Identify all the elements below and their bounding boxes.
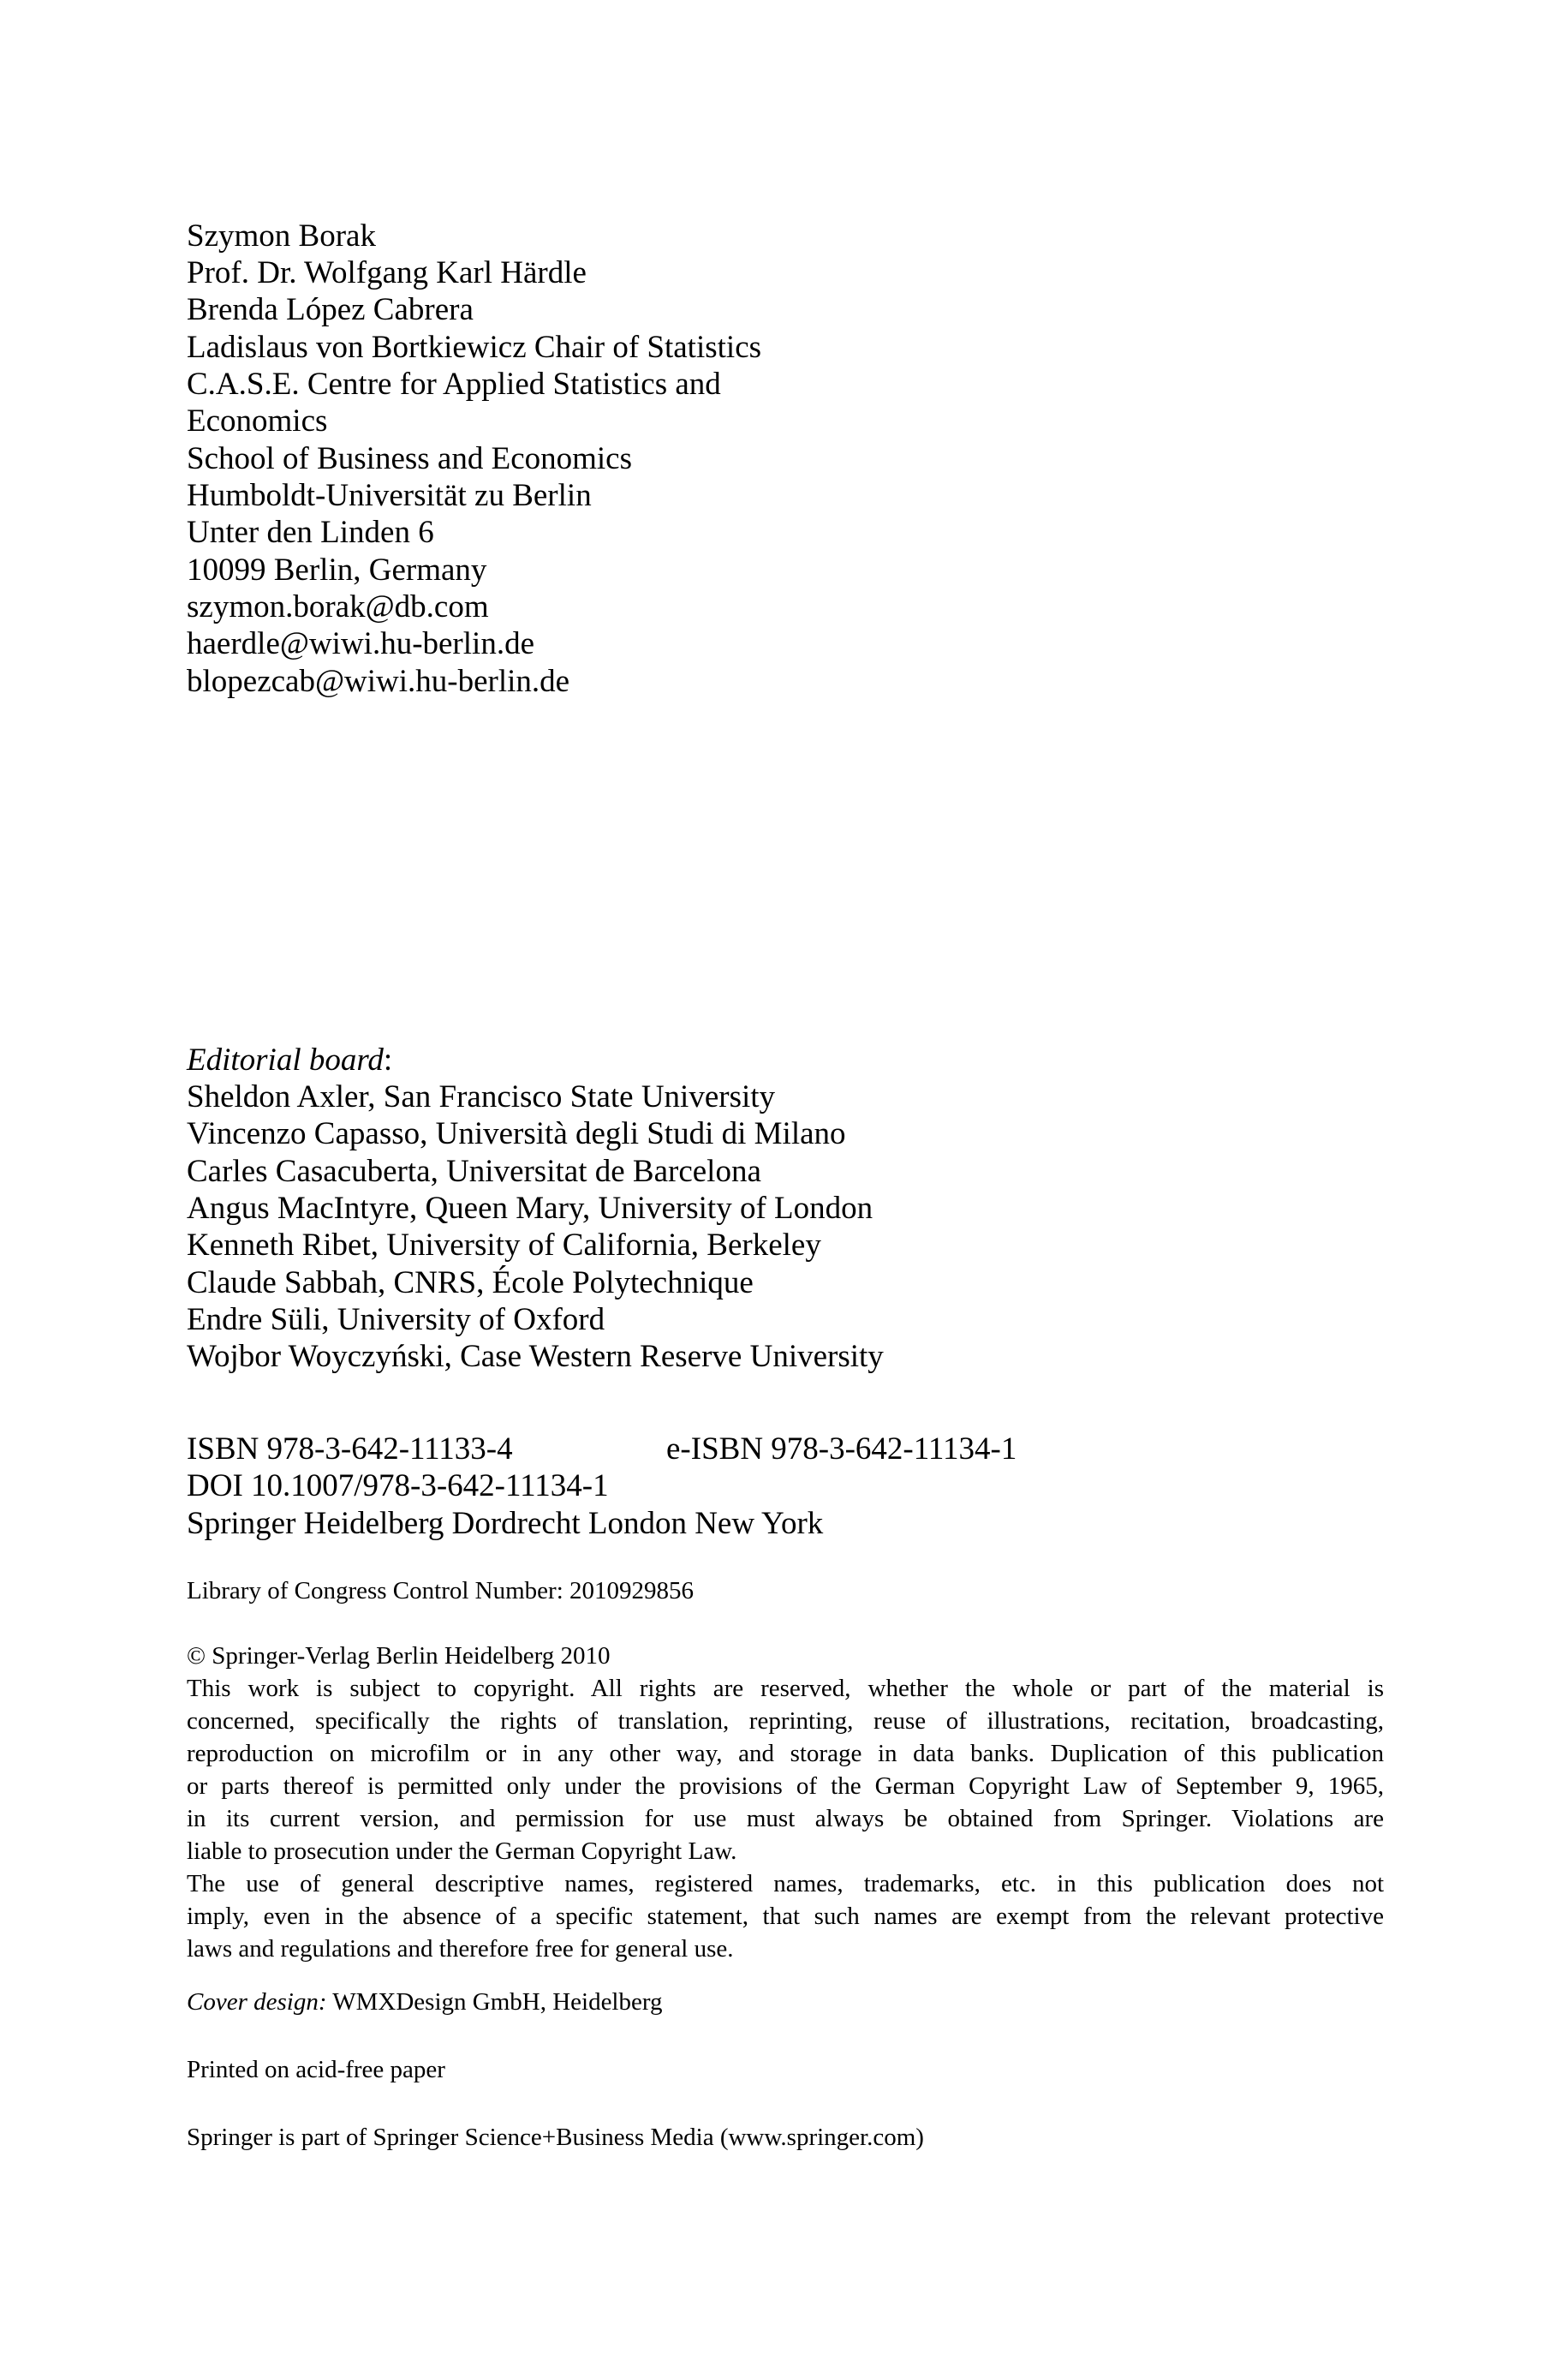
copyright-text-line: reproduction on microfilm or in any other way, and storage in data banks. Duplication of this publication xyxy=(187,1740,1384,1767)
email-line: szymon.borak@db.com xyxy=(187,589,489,624)
author-name: Szymon Borak xyxy=(187,218,376,254)
copyright-notice: © Springer-Verlag Berlin Heidelberg 2010 xyxy=(187,1642,611,1670)
doi: DOI 10.1007/978-3-642-11134-1 xyxy=(187,1468,609,1503)
copyright-text-line: concerned, specifically the rights of translation, reprinting, reuse of illustrations, recitation, broadcasting, xyxy=(187,1707,1384,1735)
cover-design-colon: : xyxy=(318,1988,327,2016)
board-member: Endre Süli, University of Oxford xyxy=(187,1302,605,1337)
trademark-text-line: The use of general descriptive names, registered names, trademarks, etc. in this publication does not xyxy=(187,1870,1384,1897)
isbn: ISBN 978-3-642-11133-4 xyxy=(187,1431,513,1467)
editorial-board-colon: : xyxy=(383,1043,393,1078)
board-member: Wojbor Woyczyński, Case Western Reserve University xyxy=(187,1339,884,1374)
affiliation-line: School of Business and Economics xyxy=(187,441,633,476)
address-line: Unter den Linden 6 xyxy=(187,515,434,550)
cover-design xyxy=(187,1986,663,2018)
copyright-paragraph xyxy=(187,1672,1384,1965)
copyright-text-line: in its current version, and permission for use must always be obtained from Springer. Violations are xyxy=(187,1805,1384,1832)
email-line: blopezcab@wiwi.hu-berlin.de xyxy=(187,664,570,699)
copyright-text-line: liable to prosecution under the German Copyright Law. xyxy=(187,1837,737,1865)
board-member: Carles Casacuberta, Universitat de Barcelona xyxy=(187,1154,761,1189)
copyright-text-line: or parts thereof is permitted only under the provisions of the German Copyright Law of September 9, 1965, xyxy=(187,1772,1384,1800)
publisher-cities: Springer Heidelberg Dordrecht London New York xyxy=(187,1506,824,1541)
paper-note: Printed on acid-free paper xyxy=(187,2056,445,2083)
e-isbn: e-ISBN 978-3-642-11134-1 xyxy=(666,1431,1017,1467)
cover-design-label: Cover design xyxy=(187,1988,319,2016)
editorial-board-heading xyxy=(187,1042,392,1078)
affiliation-line: Ladislaus von Bortkiewicz Chair of Statistics xyxy=(187,330,762,365)
copyright-text-line: This work is subject to copyright. All rights are reserved, whether the whole or part of the material is xyxy=(187,1675,1384,1702)
lccn: Library of Congress Control Number: 2010929856 xyxy=(187,1577,695,1604)
affiliation-line: Humboldt-Universität zu Berlin xyxy=(187,478,592,513)
author-name: Brenda López Cabrera xyxy=(187,292,474,327)
board-member: Kenneth Ribet, University of California, Berkeley xyxy=(187,1228,821,1263)
affiliation-line: Economics xyxy=(187,403,328,439)
board-member: Sheldon Axler, San Francisco State University xyxy=(187,1079,776,1114)
affiliation-line: C.A.S.E. Centre for Applied Statistics and xyxy=(187,367,721,402)
trademark-text-line: laws and regulations and therefore free for general use. xyxy=(187,1935,734,1963)
address-line: 10099 Berlin, Germany xyxy=(187,553,487,588)
trademark-text-line: imply, even in the absence of a specific statement, that such names are exempt from the relevant protective xyxy=(187,1903,1384,1930)
editorial-board-label: Editorial board xyxy=(187,1043,384,1078)
board-member: Angus MacIntyre, Queen Mary, University of London xyxy=(187,1191,873,1226)
board-member: Vincenzo Capasso, Università degli Studi di Milano xyxy=(187,1116,846,1151)
cover-design-value: WMXDesign GmbH, Heidelberg xyxy=(326,1988,663,2016)
author-name: Prof. Dr. Wolfgang Karl Härdle xyxy=(187,255,587,290)
springer-note: Springer is part of Springer Science+Business Media (www.springer.com) xyxy=(187,2124,924,2151)
email-line: haerdle@wiwi.hu-berlin.de xyxy=(187,626,534,661)
board-member: Claude Sabbah, CNRS, École Polytechnique xyxy=(187,1265,754,1300)
